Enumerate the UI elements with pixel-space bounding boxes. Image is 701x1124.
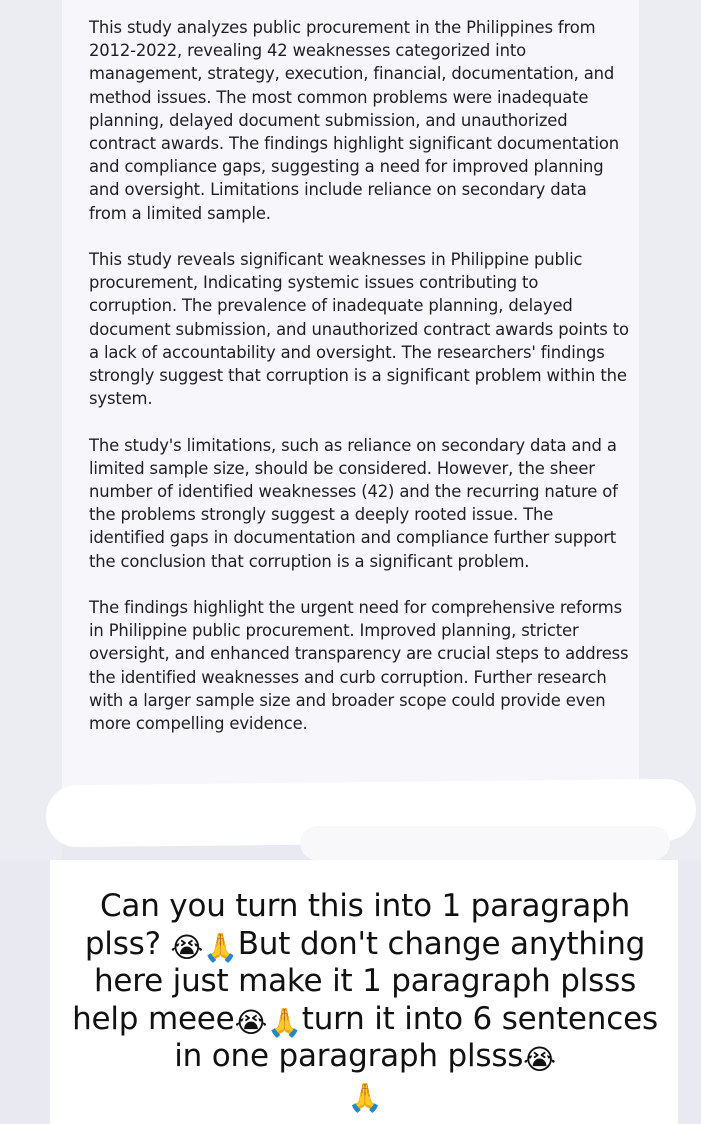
caption-part-3: turn it into 6 sentences in one paragraph plsss: [174, 1000, 658, 1074]
document-body: [89, 16, 629, 758]
paragraph-3: The study's limitations, such as reliance on secondary data and a limited sample size, should be considered. However, the sheer number of identified weaknesses (42) and the recurring nature of the problems strongly suggest a deeply rooted issue. The identified gaps in documentation and compliance further support the conclusion that corruption is a significant problem.: [89, 435, 618, 571]
praying-hands-emoji-icon: 🙏: [203, 930, 238, 964]
praying-hands-emoji-icon: 🙏: [347, 1080, 383, 1114]
redaction-mark-tail: [300, 826, 670, 860]
page-background-left: [0, 0, 62, 860]
caption-part-2: But don't change anything here just make it 1 paragraph plsss help meee: [72, 925, 646, 1037]
paragraph-4: The findings highlight the urgent need for comprehensive reforms in Philippine public procurement. Improved planning, stricter oversight, and enhanced transparency are crucial steps to address the identified weaknesses and curb corruption. Further research with a larger sample size and broader scope could provide even more compelling evidence.: [89, 598, 629, 734]
crying-face-emoji-icon: 😭: [523, 1043, 556, 1076]
crying-face-emoji-icon: 😭: [170, 930, 204, 964]
caption-text: [70, 888, 660, 1113]
caption-part-1: Can you turn this into 1 paragraph plss?: [84, 888, 631, 962]
page-background-right: [639, 0, 701, 860]
paragraph-2: This study reveals significant weaknesses in Philippine public procurement, Indicating systemic issues contributing to corruption. The prevalence of inadequate planning, delayed document submission, and unauthorized contract awards points to a lack of accountability and oversight. The researchers' findings strongly suggest that corruption is a significant problem within the system.: [89, 250, 629, 409]
crying-face-emoji-icon: 😭: [234, 1005, 268, 1039]
paragraph-1: This study analyzes public procurement in the Philippines from 2012-2022, revealing 42 weaknesses categorized into management, strategy, execution, financial, documentation, and method issues. The most common problems were inadequate planning, delayed document submission, and unauthorized contract awards. The findings highlight significant documentation and compliance gaps, suggesting a need for improved planning and oversight. Limitations include reliance on secondary data from a limited sample.: [89, 18, 620, 223]
praying-hands-emoji-icon: 🙏: [267, 1005, 302, 1039]
